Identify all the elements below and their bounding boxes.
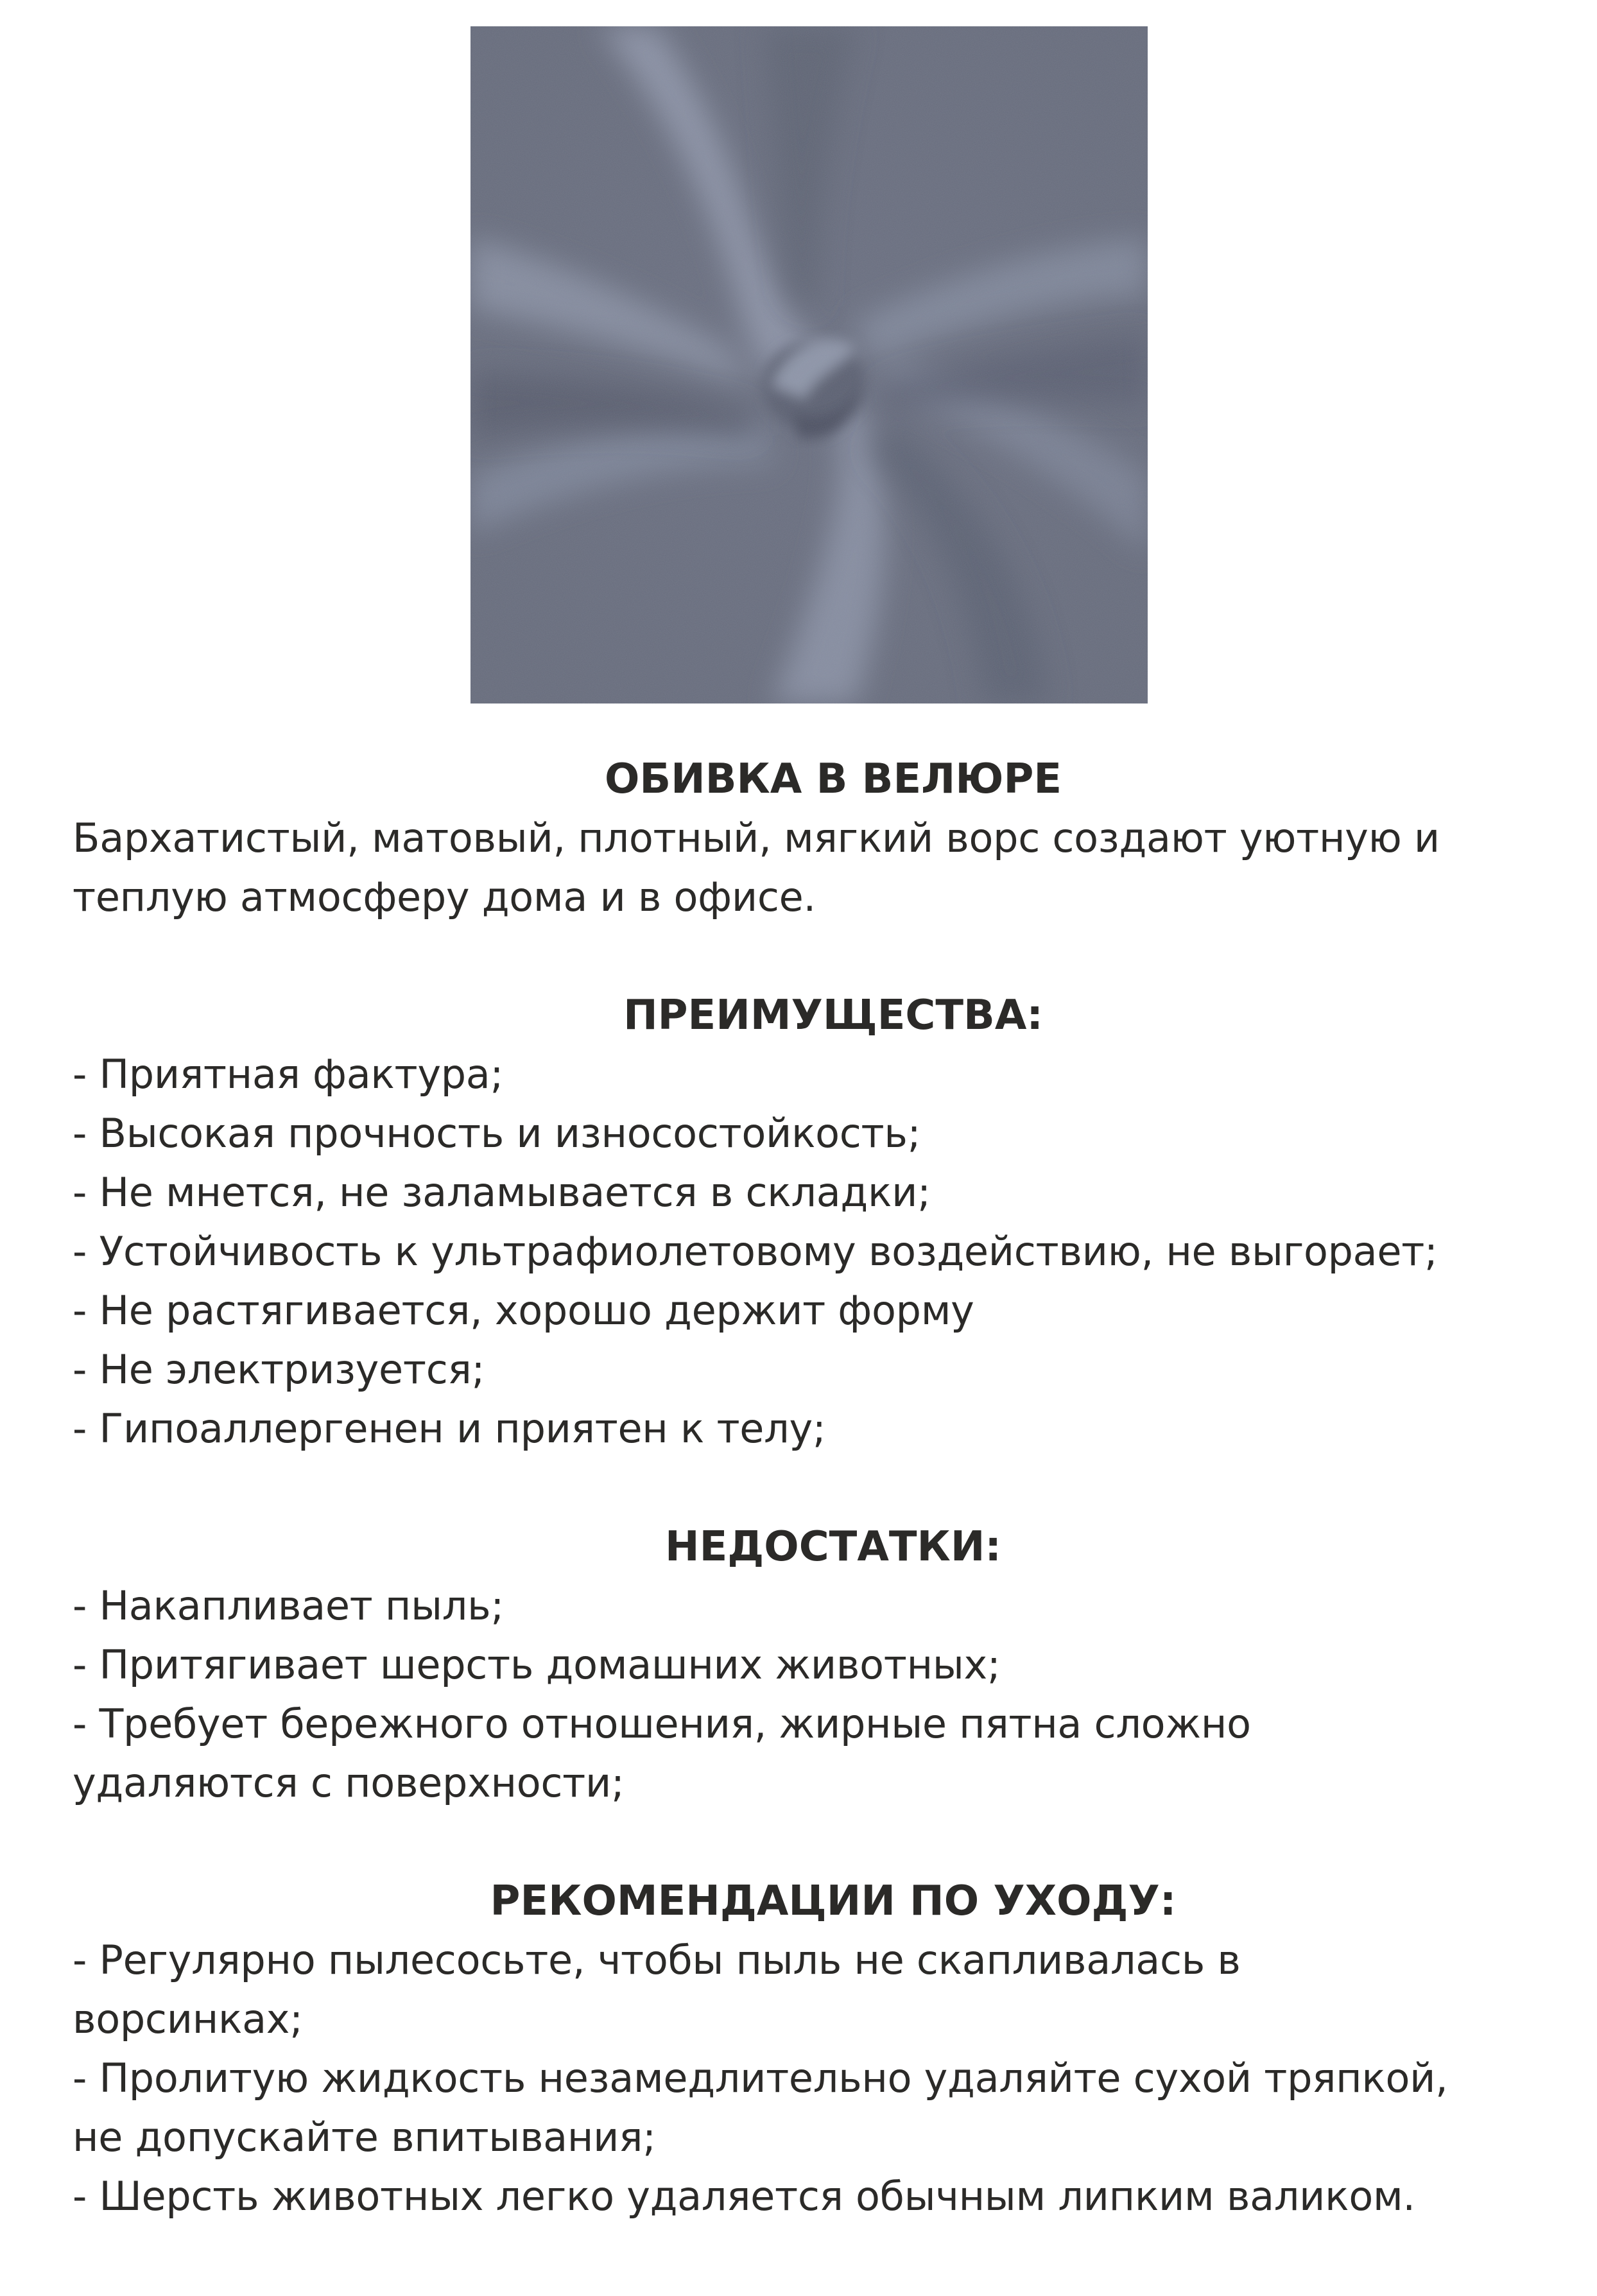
section-title-upholstery: ОБИВКА В ВЕЛЮРЕ: [604, 755, 1062, 803]
fabric-photo: [470, 26, 1148, 703]
list-item: - Пролитую жидкость незамедлительно удаляйте сухой тряпкой,: [73, 2055, 1448, 2102]
list-item: - Гипоаллергенен и приятен к телу;: [73, 1405, 826, 1452]
section-title-care: РЕКОМЕНДАЦИИ ПО УХОДУ:: [490, 1877, 1177, 1925]
advantages-list: [73, 1045, 1568, 1458]
list-item: - Не мнется, не заламывается в складки;: [73, 1169, 931, 1216]
list-item: - Накапливает пыль;: [73, 1582, 504, 1629]
list-item: - Притягивает шерсть домашних животных;: [73, 1641, 1001, 1688]
list-item-continuation: удаляются с поверхности;: [73, 1759, 625, 1806]
intro-text-line: теплую атмосферу дома и в офисе.: [73, 874, 816, 920]
list-item: - Не электризуется;: [73, 1346, 485, 1393]
section-title-disadvantages: НЕДОСТАТКИ:: [665, 1523, 1001, 1571]
list-item: - Приятная фактура;: [73, 1051, 504, 1098]
spacer: [73, 1813, 1568, 1872]
care-list: [73, 1931, 1568, 2226]
intro-text-line: Бархатистый, матовый, плотный, мягкий ворс создают уютную и: [73, 815, 1440, 861]
disadvantages-list: [73, 1576, 1568, 1813]
list-item: - Требует бережного отношения, жирные пятна сложно: [73, 1700, 1251, 1747]
description: [73, 750, 1568, 2226]
list-item: - Устойчивость к ультрафиолетовому воздействию, не выгорает;: [73, 1228, 1438, 1275]
list-item-continuation: не допускайте впитывания;: [73, 2114, 656, 2161]
list-item: - Регулярно пылесосьте, чтобы пыль не скапливалась в: [73, 1937, 1241, 1983]
velour-swirl-image: [470, 26, 1148, 703]
list-item: - Шерсть животных легко удаляется обычным липким валиком.: [73, 2173, 1415, 2220]
list-item: - Высокая прочность и износостойкость;: [73, 1110, 921, 1157]
spacer: [73, 927, 1568, 986]
list-item-continuation: ворсинках;: [73, 1996, 303, 2042]
spacer: [73, 1458, 1568, 1517]
list-item: - Не растягивается, хорошо держит форму: [73, 1287, 974, 1334]
section-title-advantages: ПРЕИМУЩЕСТВА:: [623, 992, 1043, 1039]
